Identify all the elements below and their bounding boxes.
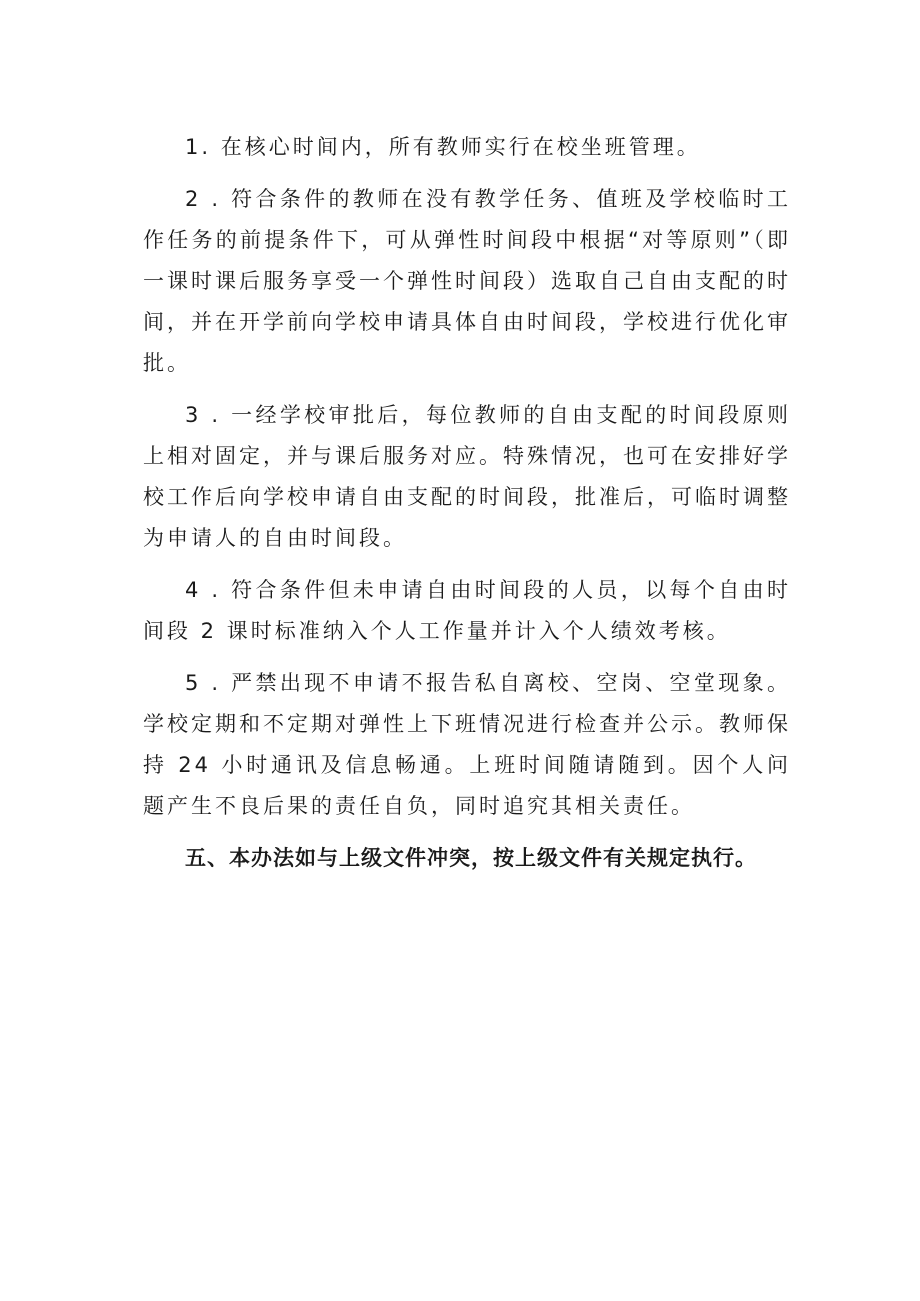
- clause-item-4: 4 . 符合条件但未申请自由时间段的人员，以每个自由时间段 2 课时标准纳入个人工作量并计入个人绩效考核。: [143, 578, 791, 643]
- document-body: [143, 127, 791, 879]
- clause-item-3: 3 . 一经学校审批后，每位教师的自由支配的时间段原则上相对固定，并与课后服务对应。特殊情况，也可在安排好学校工作后向学校申请自由支配的时间段，批准后，可临时调整为申请人的自由时间段。: [143, 403, 791, 550]
- clause-item-1: 1. 在核心时间内，所有教师实行在校坐班管理。: [185, 135, 701, 159]
- clause-item-2: 2 . 符合条件的教师在没有教学任务、值班及学校临时工作任务的前提条件下，可从弹性时间段中根据“对等原则”（即一课时课后服务享受一个弹性时间段）选取自己自由支配的时间，并在开学前向学校申请具体自由时间段，学校进行优化审批。: [143, 187, 791, 375]
- closing-clause: 五、本办法如与上级文件冲突，按上级文件有关规定执行。: [185, 846, 757, 870]
- clause-item-5: 5 . 严禁出现不申请不报告私自离校、空岗、空堂现象。学校定期和不定期对弹性上下班情况进行检查并公示。教师保持 24 小时通讯及信息畅通。上班时间随请随到。因个人问题产生不良后果的责任自负，同时追究其相关责任。: [143, 671, 791, 818]
